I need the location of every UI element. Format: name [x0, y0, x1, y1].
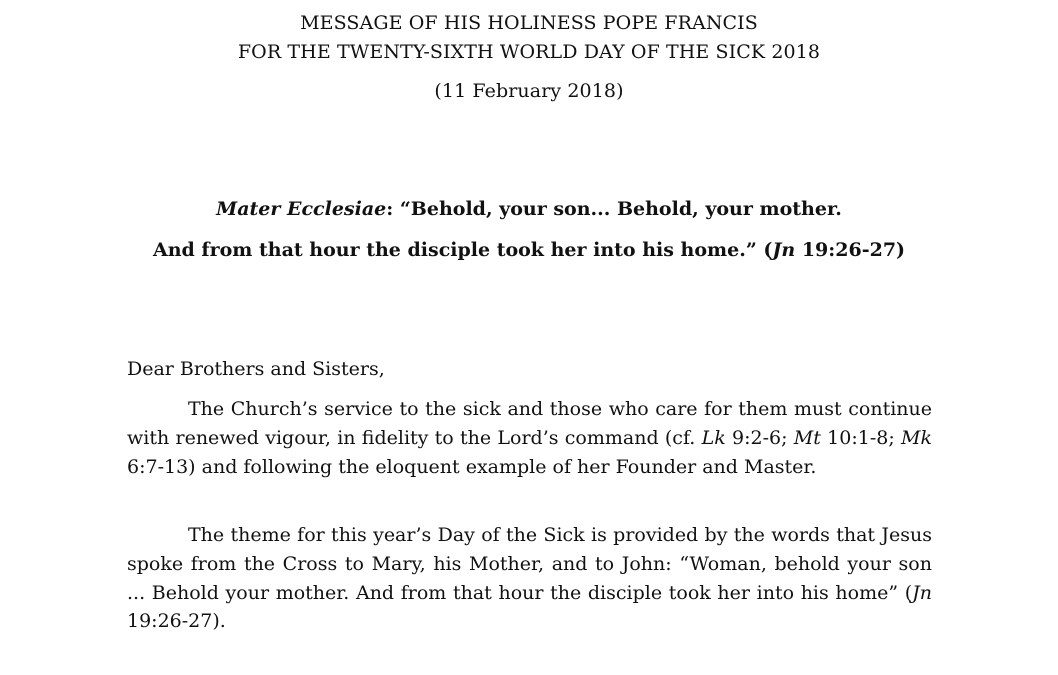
- theme-line-2-text: And from that hour the disciple took her into his home.” (: [152, 239, 773, 261]
- paragraph-1-text-b: 9:2-6;: [725, 426, 794, 449]
- paragraph-1-ref-lk: Lk: [701, 426, 726, 449]
- paragraph-1-ref-mt: Mt: [793, 426, 821, 449]
- paragraph-1: [127, 395, 932, 481]
- document-date: (11 February 2018): [434, 80, 624, 102]
- paragraph-2-text-b: 19:26-27).: [127, 610, 226, 633]
- theme-title-italic: Mater Ecclesiae: [216, 198, 387, 220]
- document-title-line-1: MESSAGE OF HIS HOLINESS POPE FRANCIS: [300, 12, 758, 34]
- salutation: Dear Brothers and Sisters,: [127, 358, 385, 380]
- paragraph-1-text-c: 10:1-8;: [820, 426, 902, 449]
- paragraph-2-ref-jn: Jn: [912, 581, 932, 604]
- theme-line-1-text: : “Behold, your son... Behold, your mother.: [386, 198, 842, 220]
- paragraph-1-ref-mk: Mk: [901, 426, 932, 449]
- paragraph-1-text-a: The Church’s service to the sick and those who care for them must continue with renewed vigour, in fidelity to the Lord’s command (cf.: [127, 398, 932, 449]
- paragraph-1-text-d: 6:7-13) and following the eloquent example of her Founder and Master.: [127, 455, 817, 478]
- paragraph-2: [127, 521, 932, 636]
- paragraph-2-text-a: The theme for this year’s Day of the Sick is provided by the words that Jesus spoke from the Cross to Mary, his Mother, and to John: “Woman, behold your son ... Behold your mother. And from that hour the disciple took her into his home” (: [127, 524, 932, 604]
- theme-line-2: [0, 239, 1058, 261]
- document-title-line-2: FOR THE TWENTY-SIXTH WORLD DAY OF THE SICK 2018: [237, 41, 821, 63]
- theme-reference-book: Jn: [772, 239, 796, 261]
- theme-line-1: [0, 198, 1058, 220]
- theme-reference-verse: 19:26-27): [795, 239, 906, 261]
